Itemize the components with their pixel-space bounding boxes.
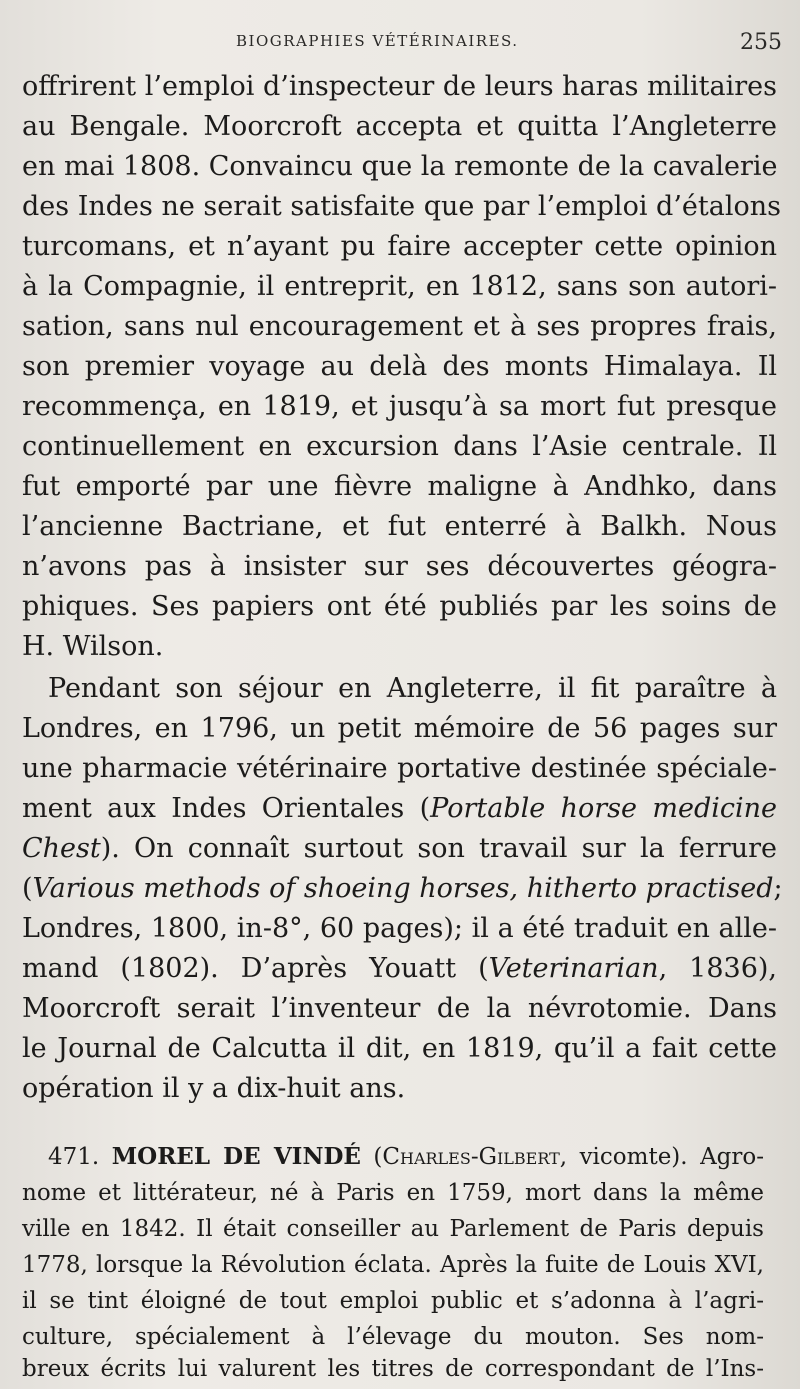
- text-line: turcomans, et n’ayant pu faire accepter cette opinion: [22, 231, 777, 262]
- italic-title: Veterinarian: [488, 953, 659, 984]
- text-line: culture, spécialement à l’élevage du mouton. Ses nom-: [22, 1324, 764, 1350]
- text-line: [22, 872, 783, 906]
- text-line: une pharmacie vétérinaire portative destinée spéciale-: [22, 753, 777, 784]
- text-line: sation, sans nul encouragement et à ses propres frais,: [22, 311, 777, 342]
- text-line: offrirent l’emploi d’inspecteur de leurs haras militaires: [22, 71, 777, 102]
- text-line: en mai 1808. Convaincu que la remonte de la cavalerie: [22, 151, 778, 182]
- text-line: breux écrits lui valurent les titres de correspondant de l’Ins-: [22, 1356, 764, 1382]
- entry-heading-line: [48, 1142, 764, 1172]
- text-run: (: [22, 873, 33, 904]
- text-line: continuellement en excursion dans l’Asie centrale. Il: [22, 431, 777, 462]
- text-line: il se tint éloigné de tout emploi public et s’adonna à l’agri-: [22, 1288, 764, 1314]
- running-header: [0, 30, 800, 60]
- text-line: recommença, en 1819, et jusqu’à sa mort fut presque: [22, 391, 777, 422]
- italic-title: Portable horse medicine: [430, 793, 777, 824]
- text-line: l’ancienne Bactriane, et fut enterré à Balkh. Nous: [22, 511, 777, 542]
- text-line: [22, 952, 777, 986]
- page-number: 255: [740, 30, 782, 55]
- text-run: , 1836),: [658, 953, 778, 984]
- text-run: ;: [773, 873, 783, 904]
- text-line: fut emporté par une fièvre maligne à Andhko, dans: [22, 471, 777, 502]
- text-line: n’avons pas à insister sur ses découvertes géogra-: [22, 551, 777, 582]
- text-run: , vicomte). Agro-: [559, 1144, 765, 1170]
- text-run: ment aux Indes Orientales (: [22, 793, 431, 824]
- text-line: nome et littérateur, né à Paris en 1759, mort dans la même: [22, 1180, 764, 1206]
- italic-title: Chest: [22, 833, 101, 864]
- text-line: [22, 832, 777, 866]
- text-line: des Indes ne serait satisfaite que par l’emploi d’étalons: [22, 191, 781, 222]
- text-line: au Bengale. Moorcroft accepta et quitta l’Angleterre: [22, 111, 777, 142]
- text-line: phiques. Ses papiers ont été publiés par les soins de: [22, 591, 777, 622]
- text-line: à la Compagnie, il entreprit, en 1812, sans son autori-: [22, 271, 777, 302]
- text-line: le Journal de Calcutta il dit, en 1819, qu’il a fait cette: [22, 1033, 777, 1064]
- text-run: mand (1802). D’après Youatt (: [22, 953, 489, 984]
- text-line: ville en 1842. Il était conseiller au Parlement de Paris depuis: [22, 1216, 764, 1242]
- text-line: opération il y a dix-huit ans.: [22, 1073, 406, 1104]
- text-line: Moorcroft serait l’inventeur de la névrotomie. Dans: [22, 993, 777, 1024]
- running-title: BIOGRAPHIES VÉTÉRINAIRES.: [236, 32, 519, 50]
- entry-number: 471.: [48, 1144, 100, 1170]
- text-run: ). On connaît surtout son travail sur la ferrure: [100, 833, 777, 864]
- text-line: Londres, 1800, in-8°, 60 pages); il a été traduit en alle-: [22, 913, 777, 944]
- text-line: H. Wilson.: [22, 631, 164, 662]
- text-line: [22, 792, 777, 826]
- entry-given-names: (Charles-Gilbert: [373, 1144, 560, 1170]
- text-line: son premier voyage au delà des monts Himalaya. Il: [22, 351, 777, 382]
- text-line: Pendant son séjour en Angleterre, il fit paraître à: [48, 673, 777, 704]
- entry-name: MOREL DE VINDÉ: [111, 1143, 361, 1170]
- text-line: Londres, en 1796, un petit mémoire de 56 pages sur: [22, 713, 777, 744]
- text-line: 1778, lorsque la Révolution éclata. Après la fuite de Louis XVI,: [22, 1252, 764, 1278]
- italic-title: Various methods of shoeing horses, hitherto practised: [32, 873, 774, 904]
